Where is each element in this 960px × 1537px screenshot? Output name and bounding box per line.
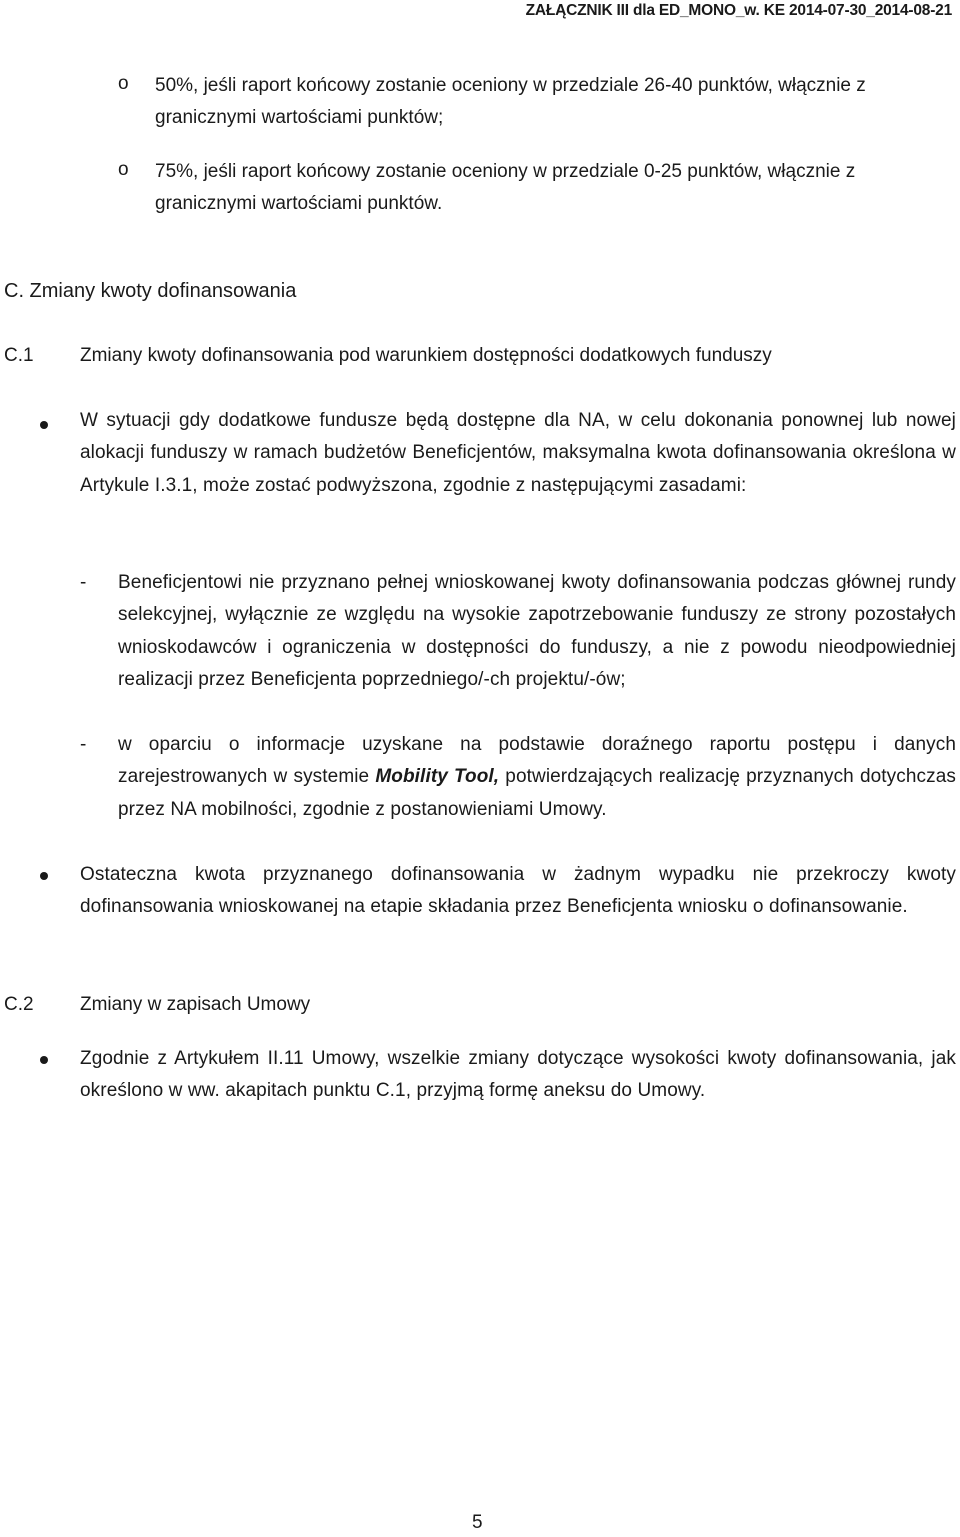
dash-marker: - [80,734,87,755]
section-title: C. Zmiany kwoty dofinansowania [4,280,297,302]
list-marker: o [118,159,129,180]
paragraph-text: w oparciu o informacje uzyskane na podstawie doraźnego raportu postępu i danych zarejestrowanych w systemie [118,734,956,788]
subsection-title: Zmiany kwoty dofinansowania pod warunkiem dostępności dodatkowych funduszy [80,345,772,366]
paragraph-text: potwierdzających realizację przyznanych dotychczas przez NA mobilności, zgodnie z postanowieniami Umowy. [118,766,956,820]
subsection-number: C.2 [4,994,34,1015]
system-name: Mobility Tool, [375,766,500,788]
paragraph: W sytuacji gdy dodatkowe fundusze będą dostępne dla NA, w celu dokonania ponownej lub nowej alokacji funduszy w ramach budżetów Beneficjentów, maksymalna kwota dofinansowania określona w Artykule I.3.1, może zostać podwyższona, zgodnie z następującymi zasadami: [80,410,956,496]
paragraph: Beneficjentowi nie przyznano pełnej wnioskowanej kwoty dofinansowania podczas głównej rundy selekcyjnej, wyłącznie ze względu na wysokie zapotrzebowanie funduszy ze strony pozostałych wnioskodawców i ograniczenia w dostępności do funduszy, a nie z powodu nieodpowiedniej realizacji przez Beneficjenta poprzedniego/-ch projektu/-ów; [118,572,956,690]
document-header: ZAŁĄCZNIK III dla ED_MONO_w. KE 2014-07-30_2014-08-21 [525,2,952,19]
paragraph: Zgodnie z Artykułem II.11 Umowy, wszelkie zmiany dotyczące wysokości kwoty dofinansowania, jak określono w ww. akapitach punktu C.1, przyjmą formę aneksu do Umowy. [80,1048,956,1102]
list-item-text: 75%, jeśli raport końcowy zostanie oceniony w przedziale 0-25 punktów, włącznie z granicznymi wartościami punktów. [155,161,856,214]
subsection-number: C.1 [4,345,34,366]
paragraph [118,729,956,826]
page-number: 5 [472,1512,483,1533]
subsection-title: Zmiany w zapisach Umowy [80,994,311,1015]
paragraph: Ostateczna kwota przyznanego dofinansowania w żadnym wypadku nie przekroczy kwoty dofinansowania wnioskowanej na etapie składania przez Beneficjenta wniosku o dofinansowanie. [80,864,956,918]
list-marker: o [118,73,129,94]
dash-marker: - [80,572,87,593]
bullet-icon [40,421,48,429]
bullet-icon [40,872,48,880]
bullet-icon [40,1056,48,1064]
list-item-text: 50%, jeśli raport końcowy zostanie oceniony w przedziale 26-40 punktów, włącznie z granicznymi wartościami punktów; [155,75,866,128]
